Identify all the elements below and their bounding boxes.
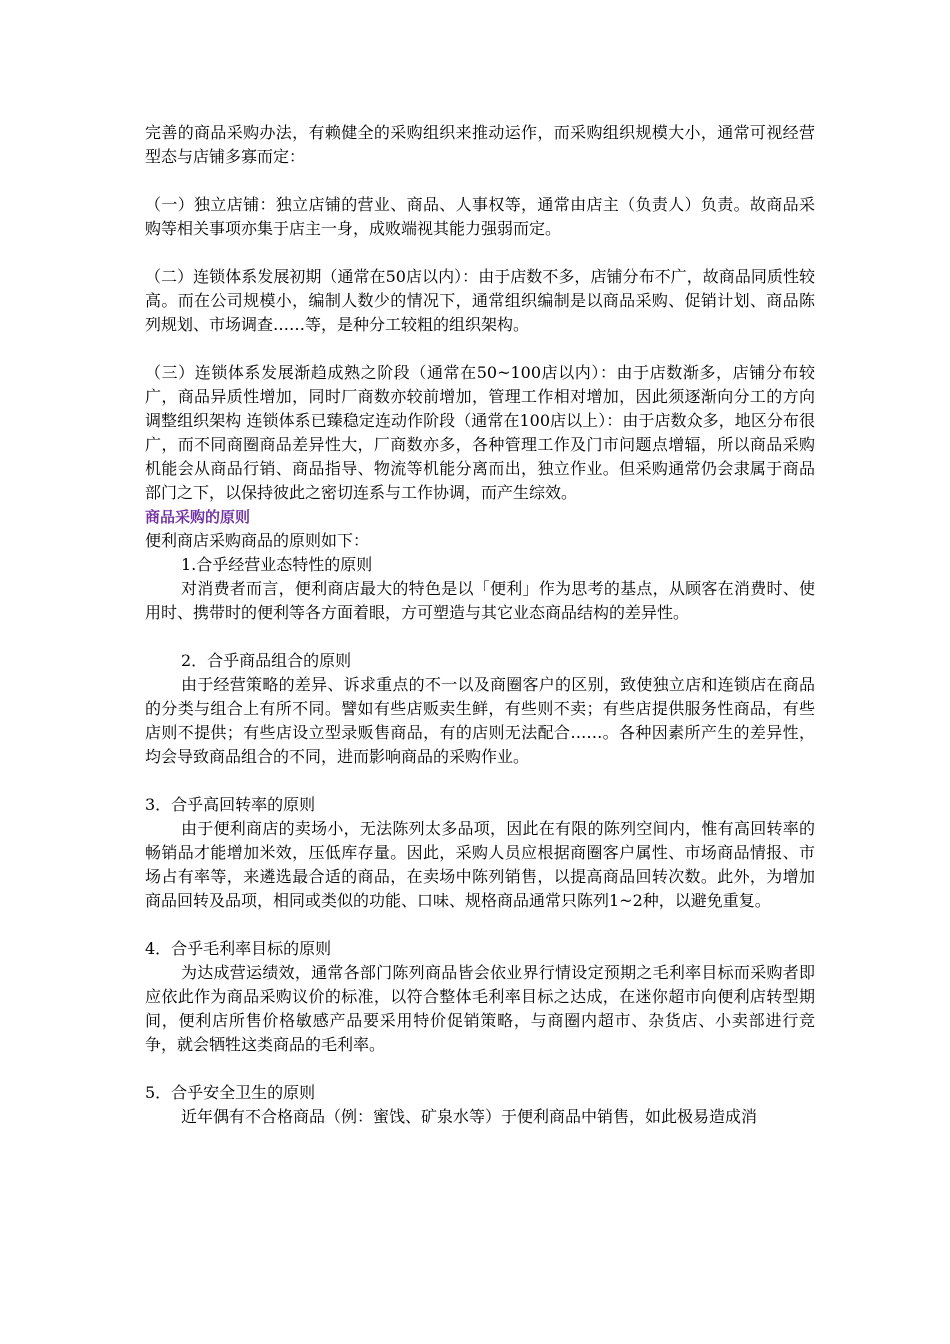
principle-title: 3．合乎高回转率的原则 (145, 795, 316, 814)
paragraph-gap (145, 169, 815, 193)
principle-body: 为达成营运绩效，通常各部门陈列商品皆会依业界行情设定预期之毛利率目标而采购者即应依此作为商品采购议价的标准，以符合整体毛利率目标之达成，在迷你超市向便利店转型期间，便利店所售价格敏感产品要采用特价促销策略，与商圈内超市、杂货店、小卖部进行竞争，就会牺牲这类商品的毛利率。 (145, 963, 815, 1054)
principles-intro: 便利商店采购商品的原则如下： (145, 531, 370, 550)
principle-title: 4．合乎毛利率目标的原则 (145, 939, 332, 958)
paragraph-gap (145, 769, 815, 793)
intro-paragraph: 完善的商品采购办法，有赖健全的采购组织来推动运作，而采购组织规模大小，通常可视经营型态与店铺多寡而定： (145, 123, 815, 166)
principle-body: 近年偶有不合格商品（例：蜜饯、矿泉水等）于便利商品中销售，如此极易造成消 (181, 1107, 758, 1126)
principle-title: 5．合乎安全卫生的原则 (145, 1083, 316, 1102)
paragraph-gap (145, 337, 815, 361)
principle-title: 2．合乎商品组合的原则 (181, 651, 352, 670)
paragraph-early-chain: （二）连锁体系发展初期（通常在50店以内）：由于店数不多，店铺分布不广，故商品同质性较高。而在公司规模小，编制人数少的情况下，通常组织编制是以商品采购、促销计划、商品陈列规划、市场调查……等，是种分工较粗的组织架构。 (145, 267, 815, 334)
paragraph-gap (145, 913, 815, 937)
paragraph-mature-chain: （三）连锁体系发展渐趋成熟之阶段（通常在50~100店以内）：由于店数渐多，店铺分布较广，商品异质性增加，同时厂商数亦较前增加，管理工作相对增加，因此须逐渐向分工的方向调整组织架构 连锁体系已臻稳定连动作阶段（通常在100店以上）：由于店数众多，地区分布很广，而不同商圈商品差异性大，厂商数亦多，各种管理工作及门市问题点增辐，所以商品采购机能会从商品行销、商品指导、物流等机能分离而出，独立作业。但采购通常仍会隶属于商品部门之下，以保持彼此之密切连系与工作协调，而产生综效。 (145, 363, 815, 502)
principle-body: 由于便利商店的卖场小，无法陈列太多品项，因此在有限的陈列空间内，惟有高回转率的畅销品才能增加米效，压低库存量。因此，采购人员应根据商圈客户属性、市场商品情报、市场占有率等，来遴选最合适的商品，在卖场中陈列销售，以提高商品回转次数。此外，为增加商品回转及品项，相同或类似的功能、口味、规格商品通常只陈列1~2种，以避免重复。 (145, 819, 815, 910)
section-heading: 商品采购的原则 (145, 508, 251, 526)
document-page (145, 121, 815, 1129)
paragraph-gap (145, 1057, 815, 1081)
principle-body: 对消费者而言，便利商店最大的特色是以「便利」作为思考的基点，从顾客在消费时、使用时、携带时的便利等各方面着眼，方可塑造与其它业态商品结构的差异性。 (145, 579, 815, 622)
principle-title: 1.合乎经营业态特性的原则 (181, 555, 373, 574)
paragraph-gap (145, 625, 815, 649)
paragraph-independent-store: （一）独立店铺：独立店铺的营业、商品、人事权等，通常由店主（负责人）负责。故商品采购等相关事项亦集于店主一身，成败端视其能力强弱而定。 (145, 195, 815, 238)
principle-body: 由于经营策略的差异、诉求重点的不一以及商圈客户的区别，致使独立店和连锁店在商品的分类与组合上有所不同。譬如有些店贩卖生鲜，有些则不卖；有些店提供服务性商品，有些店则不提供；有些店设立型录贩售商品，有的店则无法配合……。各种因素所产生的差异性，均会导致商品组合的不同，进而影响商品的采购作业。 (145, 675, 815, 766)
paragraph-gap (145, 241, 815, 265)
